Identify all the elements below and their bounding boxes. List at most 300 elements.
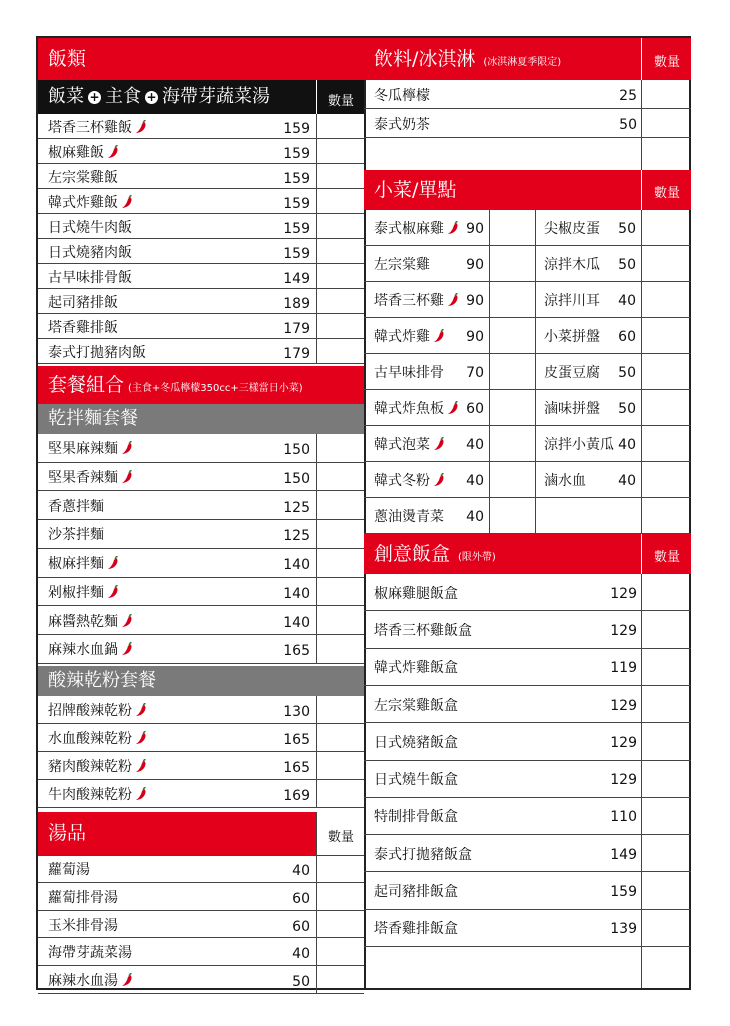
chili-pepper-icon	[135, 787, 147, 801]
menu-item-row	[38, 314, 364, 339]
item-name	[48, 270, 132, 286]
item-price: 60	[292, 890, 310, 907]
row-divider	[38, 363, 364, 364]
quantity-cell[interactable]	[641, 835, 691, 872]
qty-label: 數量	[653, 550, 680, 565]
item-price: 60	[292, 918, 310, 935]
menu-item-row	[38, 752, 364, 780]
quantity-cell[interactable]	[316, 520, 364, 549]
item-price: 129	[610, 697, 637, 714]
side-price: 40	[466, 473, 484, 489]
quantity-cell[interactable]	[641, 872, 691, 909]
item-name	[48, 470, 133, 486]
combo-note: (主食+冬瓜檸檬350cc+三樣當日小菜)	[128, 383, 303, 394]
menu-item-row	[364, 835, 691, 872]
quantity-cell[interactable]	[641, 761, 691, 798]
item-name-text: 堅果香辣麵	[48, 470, 118, 487]
quantity-cell[interactable]	[316, 314, 364, 339]
qty-label: 數量	[327, 94, 354, 109]
item-price: 25	[619, 87, 637, 104]
quantity-cell[interactable]	[316, 724, 364, 752]
side-price: 90	[466, 257, 484, 273]
item-name-text: 堅果麻辣麵	[48, 441, 118, 458]
quantity-cell[interactable]	[641, 723, 691, 760]
side-row	[364, 390, 691, 426]
quantity-cell[interactable]	[489, 282, 536, 318]
quantity-cell[interactable]	[641, 109, 691, 138]
row-divider	[38, 663, 364, 664]
quantity-cell[interactable]	[316, 696, 364, 724]
item-price: 189	[283, 295, 310, 312]
item-name: 泰式奶茶	[374, 116, 430, 133]
chili-pepper-icon	[107, 585, 119, 599]
side-name-text: 塔香三杯雞	[374, 293, 444, 309]
side-name	[374, 509, 444, 525]
quantity-cell[interactable]	[641, 138, 691, 170]
quantity-cell[interactable]	[641, 910, 691, 947]
quantity-cell[interactable]	[316, 114, 364, 139]
quantity-cell[interactable]	[316, 139, 364, 164]
side-price: 40	[466, 509, 484, 525]
item-name-text: 古早味排骨飯	[48, 269, 132, 286]
menu-item-row	[38, 578, 364, 607]
menu-item-row	[38, 966, 364, 994]
item-name: 日式燒豬飯盒	[374, 734, 458, 751]
item-price: 165	[283, 643, 310, 660]
qty-label: 數量	[653, 186, 680, 201]
side-name: 涼拌川耳	[544, 293, 600, 309]
item-price: 140	[283, 614, 310, 631]
item-name	[48, 556, 119, 572]
chili-pepper-icon	[121, 973, 133, 987]
drinks-note: (冰淇淋夏季限定)	[483, 57, 562, 68]
item-name-text: 日式燒豬肉飯	[48, 244, 132, 261]
item-name-text: 水血酸辣乾粉	[48, 730, 132, 747]
item-price: 159	[283, 145, 310, 162]
item-name	[48, 585, 119, 601]
chili-pepper-icon	[121, 195, 133, 209]
bento-note: (限外帶)	[458, 552, 496, 563]
quantity-cell[interactable]	[316, 289, 364, 314]
item-price: 149	[283, 270, 310, 287]
item-price: 149	[610, 846, 637, 863]
side-name: 皮蛋豆腐	[544, 365, 600, 381]
item-name	[48, 642, 133, 658]
drinks-title-wrap	[374, 48, 561, 74]
item-name-text: 椒麻拌麵	[48, 556, 104, 573]
row-divider	[38, 807, 364, 808]
side-name-text: 韓式炸雞	[374, 329, 430, 345]
quantity-cell[interactable]	[489, 390, 536, 426]
side-name: 小菜拼盤	[544, 329, 600, 345]
rice-subheader	[38, 80, 316, 114]
item-name	[48, 787, 147, 803]
menu-item-row	[38, 724, 364, 752]
side-name: 滷水血	[544, 473, 586, 489]
quantity-cell[interactable]	[316, 780, 364, 808]
quantity-cell[interactable]	[316, 635, 364, 664]
item-name	[48, 295, 118, 311]
side-name	[374, 221, 459, 237]
menu-item-row	[364, 574, 691, 611]
quantity-cell[interactable]	[489, 318, 536, 354]
menu-item-row	[38, 239, 364, 264]
item-name: 塔香雞排飯盒	[374, 921, 458, 938]
quantity-cell[interactable]	[641, 246, 691, 282]
side-row	[364, 210, 691, 246]
chili-pepper-icon	[433, 437, 445, 451]
qty-header	[641, 38, 691, 80]
side-row	[364, 498, 691, 534]
chili-pepper-icon	[135, 120, 147, 134]
item-name	[48, 614, 133, 630]
item-name-text: 麻辣水血湯	[48, 972, 118, 989]
item-name-text: 韓式炸雞飯	[48, 194, 118, 211]
quantity-cell[interactable]	[316, 856, 364, 884]
quantity-cell[interactable]	[316, 752, 364, 780]
menu-item-row	[38, 139, 364, 164]
menu-item-row	[38, 289, 364, 314]
dry-noodle-title: 乾拌麵套餐	[48, 408, 138, 429]
menu-item-row	[364, 611, 691, 648]
item-price: 179	[283, 345, 310, 362]
qty-label: 數量	[327, 829, 354, 845]
quantity-cell[interactable]	[641, 947, 691, 988]
item-name	[48, 145, 119, 161]
item-name: 椒麻雞腿飯盒	[374, 585, 458, 602]
side-name	[374, 365, 444, 381]
quantity-cell[interactable]	[641, 462, 691, 498]
chili-pepper-icon	[433, 329, 445, 343]
quantity-cell[interactable]	[641, 282, 691, 318]
quantity-cell[interactable]	[316, 339, 364, 364]
side-price: 40	[618, 437, 636, 453]
item-price: 119	[610, 660, 637, 677]
quantity-cell[interactable]	[316, 966, 364, 994]
item-price: 169	[283, 787, 310, 804]
side-name	[374, 401, 459, 417]
menu-item-row	[364, 686, 691, 723]
quantity-cell[interactable]	[641, 798, 691, 835]
chili-pepper-icon	[107, 145, 119, 159]
quantity-cell[interactable]	[489, 210, 536, 246]
chili-pepper-icon	[433, 473, 445, 487]
rice-title: 飯類	[48, 48, 87, 70]
item-price: 165	[283, 731, 310, 748]
quantity-cell[interactable]	[641, 354, 691, 390]
quantity-cell[interactable]	[316, 606, 364, 635]
combo-title: 套餐組合	[48, 374, 125, 396]
item-name: 塔香三杯雞飯盒	[374, 622, 472, 639]
item-price: 159	[610, 884, 637, 901]
side-row	[364, 462, 691, 498]
menu-item-row	[38, 339, 364, 364]
menu-item-row	[364, 80, 691, 109]
quantity-cell[interactable]	[489, 426, 536, 462]
chili-pepper-icon	[107, 556, 119, 570]
item-name	[48, 759, 147, 775]
side-price: 60	[466, 401, 484, 417]
quantity-cell[interactable]	[641, 611, 691, 648]
item-price: 150	[283, 471, 310, 488]
item-name-text: 牛肉酸辣乾粉	[48, 786, 132, 803]
menu-item-row	[38, 189, 364, 214]
menu-item-row	[364, 798, 691, 835]
item-name-text: 麻醬熱乾麵	[48, 613, 118, 630]
item-price: 50	[619, 116, 637, 133]
side-row	[364, 282, 691, 318]
item-name-text: 玉米排骨湯	[48, 917, 118, 934]
side-row	[364, 318, 691, 354]
item-name-text: 日式燒牛肉飯	[48, 219, 132, 236]
chili-pepper-icon	[447, 401, 459, 415]
menu-item-row	[38, 696, 364, 724]
menu-item-row	[38, 491, 364, 520]
item-name: 韓式炸雞飯盒	[374, 660, 458, 677]
item-price: 110	[610, 809, 637, 826]
quantity-cell[interactable]	[316, 214, 364, 239]
rice-sub-c: 海帶芽蔬菜湯	[162, 86, 270, 107]
item-name	[48, 320, 118, 336]
item-price: 159	[283, 120, 310, 137]
menu-item-row	[38, 549, 364, 578]
rice-set-contents	[48, 86, 270, 108]
soup-title: 湯品	[48, 821, 87, 844]
quantity-cell[interactable]	[489, 246, 536, 282]
dry-noodle-header	[38, 404, 364, 434]
item-name	[48, 220, 132, 236]
item-price: 125	[283, 528, 310, 545]
item-name	[48, 499, 104, 515]
chili-pepper-icon	[447, 293, 459, 307]
side-price: 60	[618, 329, 636, 345]
item-name-text: 塔香三杯雞飯	[48, 119, 132, 136]
bento-title: 創意飯盒	[374, 543, 451, 565]
item-price: 150	[283, 442, 310, 459]
quantity-cell[interactable]	[316, 239, 364, 264]
side-price: 90	[466, 329, 484, 345]
side-name: 涼拌小黃瓜	[544, 437, 614, 453]
sides-section-header	[364, 170, 641, 210]
item-name-text: 蘿蔔湯	[48, 862, 90, 879]
side-name-text: 泰式椒麻雞	[374, 221, 444, 237]
item-name	[48, 345, 146, 361]
item-name	[48, 195, 133, 211]
quantity-cell[interactable]	[316, 549, 364, 578]
quantity-cell[interactable]	[316, 883, 364, 911]
side-row	[364, 246, 691, 282]
item-name-text: 海帶芽蔬菜湯	[48, 945, 132, 962]
item-price: 50	[292, 973, 310, 990]
item-name-text: 起司豬排飯	[48, 294, 118, 311]
rice-sub-a: 飯菜	[48, 86, 84, 107]
quantity-cell[interactable]	[316, 434, 364, 463]
side-price: 50	[618, 401, 636, 417]
side-price: 50	[618, 221, 636, 237]
quantity-cell[interactable]	[641, 686, 691, 723]
item-price: 129	[610, 585, 637, 602]
quantity-cell[interactable]	[641, 80, 691, 109]
side-name: 涼拌木瓜	[544, 257, 600, 273]
quantity-cell[interactable]	[316, 938, 364, 966]
item-price: 159	[283, 195, 310, 212]
sour-noodle-title: 酸辣乾粉套餐	[48, 669, 156, 691]
side-row	[364, 354, 691, 390]
quantity-cell[interactable]	[641, 390, 691, 426]
chili-pepper-icon	[121, 441, 133, 455]
plus-icon: +	[89, 90, 100, 104]
quantity-cell[interactable]	[641, 426, 691, 462]
menu-item-row	[38, 264, 364, 289]
side-price: 50	[618, 365, 636, 381]
side-name	[374, 473, 445, 489]
item-name	[48, 170, 118, 186]
soup-qty-header	[316, 812, 364, 856]
item-price: 159	[283, 170, 310, 187]
quantity-cell[interactable]	[489, 462, 536, 498]
item-price: 130	[283, 703, 310, 720]
item-price: 165	[283, 759, 310, 776]
item-name: 起司豬排飯盒	[374, 884, 458, 901]
item-name: 泰式打拋豬飯盒	[374, 846, 472, 863]
item-price: 40	[292, 946, 310, 963]
chili-pepper-icon	[121, 470, 133, 484]
item-name-text: 麻辣水血鍋	[48, 642, 118, 659]
side-price: 70	[466, 365, 484, 381]
bento-section-header	[364, 534, 641, 574]
item-name	[48, 245, 132, 261]
quantity-cell[interactable]	[641, 574, 691, 611]
quantity-cell[interactable]	[641, 649, 691, 686]
item-name	[48, 862, 90, 878]
plus-icon: +	[146, 90, 157, 104]
menu-item-row	[38, 635, 364, 664]
item-price: 140	[283, 557, 310, 574]
quantity-cell[interactable]	[316, 463, 364, 492]
chili-pepper-icon	[447, 221, 459, 235]
item-name	[48, 441, 133, 457]
item-name	[48, 945, 132, 961]
quantity-cell[interactable]	[316, 911, 364, 939]
item-name	[48, 703, 147, 719]
item-name-text: 泰式打拋豬肉飯	[48, 344, 146, 361]
item-name	[48, 918, 118, 934]
item-price: 139	[610, 921, 637, 938]
left-column	[38, 38, 366, 988]
menu-sheet	[36, 36, 691, 990]
quantity-cell[interactable]	[489, 498, 536, 534]
side-name	[374, 329, 445, 345]
sides-title: 小菜/單點	[374, 179, 457, 201]
item-name-text: 左宗棠雞飯	[48, 169, 118, 186]
menu-item-row	[364, 723, 691, 760]
rice-sub-b: 主食	[105, 86, 141, 107]
menu-item-row	[364, 872, 691, 909]
side-price: 50	[618, 257, 636, 273]
side-name: 尖椒皮蛋	[544, 221, 600, 237]
quantity-cell[interactable]	[489, 354, 536, 390]
quantity-cell[interactable]	[641, 210, 691, 246]
quantity-cell[interactable]	[641, 318, 691, 354]
item-name-text: 香蔥拌麵	[48, 498, 104, 515]
item-name: 冬瓜檸檬	[374, 87, 430, 104]
menu-item-row	[38, 520, 364, 549]
quantity-cell[interactable]	[641, 498, 691, 534]
side-row	[364, 426, 691, 462]
item-price: 129	[610, 622, 637, 639]
item-name	[48, 973, 133, 989]
combo-title-wrap	[48, 374, 303, 400]
menu-item-row	[364, 649, 691, 686]
item-name-text: 沙茶拌麵	[48, 527, 104, 544]
menu-item-row	[38, 463, 364, 492]
item-name	[48, 120, 147, 136]
side-name-text: 韓式冬粉	[374, 473, 430, 489]
bento-title-wrap	[374, 543, 496, 569]
item-name-text: 椒麻雞飯	[48, 144, 104, 161]
quantity-cell[interactable]	[316, 189, 364, 214]
item-name-text: 塔香雞排飯	[48, 319, 118, 336]
chili-pepper-icon	[135, 759, 147, 773]
quantity-cell[interactable]	[316, 491, 364, 520]
menu-item-row	[364, 910, 691, 947]
item-price: 129	[610, 734, 637, 751]
menu-item-row	[38, 214, 364, 239]
item-name	[48, 731, 147, 747]
menu-item-row	[364, 761, 691, 798]
side-price: 90	[466, 221, 484, 237]
item-name: 日式燒牛飯盒	[374, 772, 458, 789]
item-name	[48, 890, 118, 906]
side-price: 40	[618, 473, 636, 489]
side-price: 40	[618, 293, 636, 309]
side-price: 90	[466, 293, 484, 309]
side-name-text: 左宗棠雞	[374, 257, 430, 273]
item-price: 125	[283, 499, 310, 516]
sour-noodle-header	[38, 666, 364, 696]
quantity-cell[interactable]	[316, 164, 364, 189]
item-name-text: 剁椒拌麵	[48, 584, 104, 601]
menu-item-row	[38, 883, 364, 911]
menu-item-row	[364, 109, 691, 138]
side-name-text: 韓式泡菜	[374, 437, 430, 453]
drinks-title: 飲料/冰淇淋	[374, 48, 476, 70]
soup-section-header	[38, 812, 316, 856]
item-name: 特制排骨飯盒	[374, 809, 458, 826]
menu-item-row	[38, 938, 364, 966]
item-price: 159	[283, 220, 310, 237]
side-name-text: 古早味排骨	[374, 365, 444, 381]
menu-item-row	[38, 434, 364, 463]
side-name	[374, 257, 430, 273]
item-price: 40	[292, 863, 310, 880]
drinks-section-header	[364, 38, 641, 80]
item-price: 129	[610, 772, 637, 789]
menu-item-row	[38, 856, 364, 884]
qty-header	[641, 170, 691, 210]
side-name-text: 蔥油燙青菜	[374, 509, 444, 525]
item-name	[48, 527, 104, 543]
quantity-cell[interactable]	[316, 264, 364, 289]
menu-item-row	[38, 780, 364, 808]
rice-qty-header	[316, 80, 364, 114]
side-name: 滷味拼盤	[544, 401, 600, 417]
side-price: 40	[466, 437, 484, 453]
quantity-cell[interactable]	[316, 578, 364, 607]
right-column	[364, 38, 691, 988]
combo-section-header	[38, 366, 364, 404]
chili-pepper-icon	[121, 614, 133, 628]
